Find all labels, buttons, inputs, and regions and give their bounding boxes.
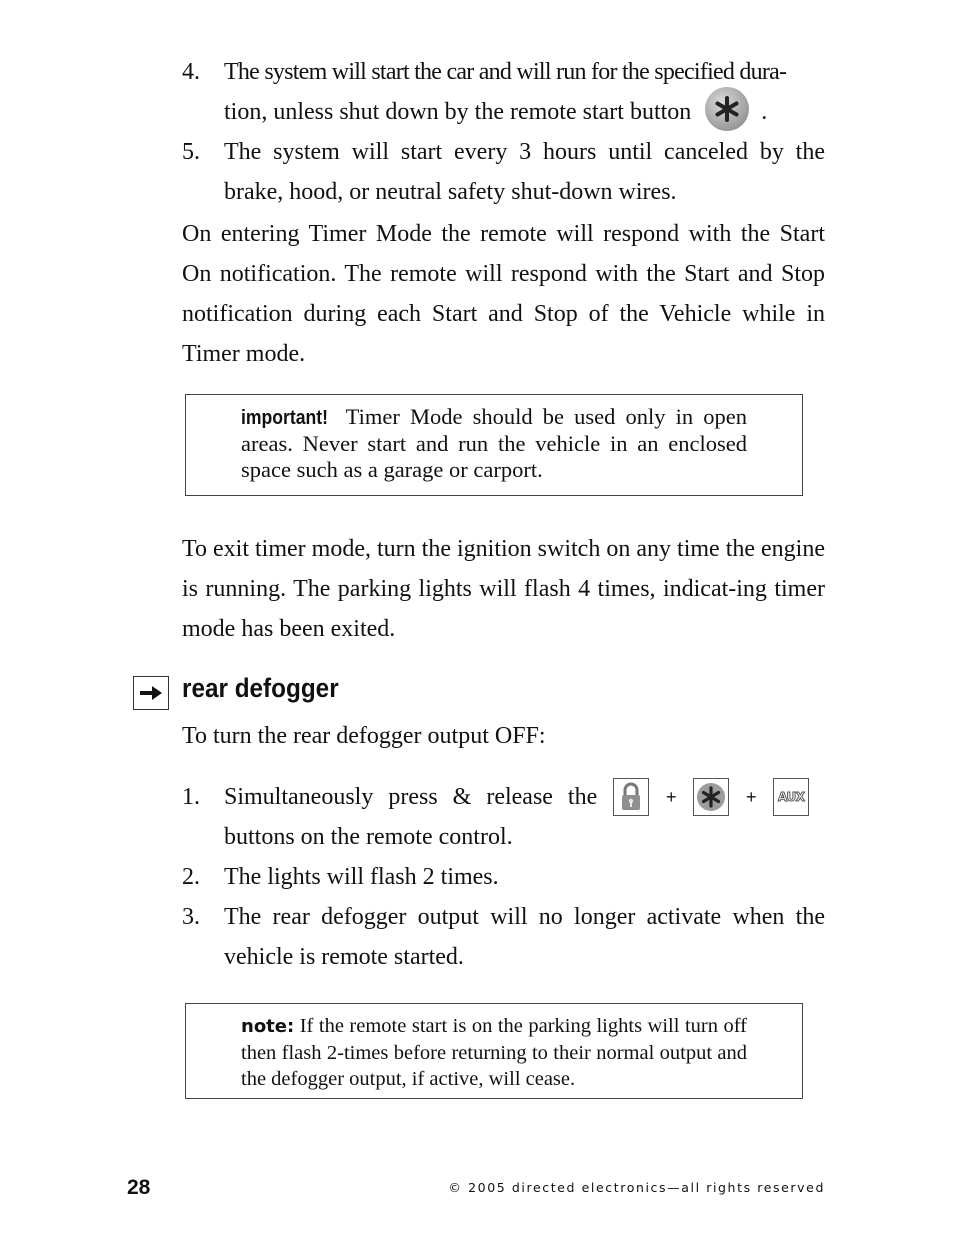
lock-button-icon	[613, 778, 649, 816]
remote-start-button-icon	[705, 87, 749, 131]
note-label: note:	[241, 1016, 295, 1037]
list-number: 5.	[182, 139, 200, 165]
section-intro: To turn the rear defogger output OFF:	[182, 723, 546, 749]
list-item	[182, 857, 825, 897]
note-box	[185, 1003, 803, 1099]
plus-sign: +	[746, 787, 757, 807]
plus-sign: +	[666, 787, 677, 807]
important-label: important!	[241, 407, 329, 429]
list-item	[182, 777, 825, 857]
aux-button-icon	[773, 778, 809, 816]
defogger-steps-list	[182, 777, 825, 977]
step-text: The rear defogger output will no longer activate when the vehicle is remote started.	[224, 904, 825, 970]
important-text: Timer Mode should be used only in open areas. Never start and run the vehicle in an enclosed space such as a garage or carport.	[241, 404, 747, 482]
exit-timer-paragraph: To exit timer mode, turn the ignition switch on any time the engine is running. The parking lights will flash 4 times, indicat-ing timer mode has been exited.	[182, 536, 825, 642]
page-number: 28	[127, 1176, 151, 1199]
list-text-line2: tion, unless shut down by the remote start button	[224, 99, 692, 125]
timer-mode-paragraph: On entering Timer Mode the remote will respond with the Start On notification. The remote will respond with the Start and Stop notification during each Start and Stop of the Vehicle while in Timer mode.	[182, 221, 825, 367]
list-item	[182, 897, 825, 977]
copyright-text: © 2005 directed electronics—all rights reserved	[448, 1180, 825, 1195]
note-text: If the remote start is on the parking lights will turn off then flash 2-times before returning to their normal output and the defogger output, if active, will cease.	[241, 1015, 748, 1090]
step-text: The lights will flash 2 times.	[224, 864, 499, 890]
list-text-period: .	[761, 99, 768, 125]
list-text: The system will start every 3 hours until canceled by the brake, hood, or neutral safety shut-down wires.	[224, 139, 825, 205]
list-item	[182, 132, 825, 212]
aux-button-label: AUX	[778, 790, 805, 804]
top-list	[182, 52, 825, 212]
list-text-line1: The system will start the car and will run for the specified dura-	[224, 59, 787, 85]
list-number: 1.	[182, 784, 200, 810]
list-item	[182, 52, 825, 132]
start-button-icon	[693, 778, 729, 816]
important-box	[185, 394, 803, 496]
list-number: 3.	[182, 904, 200, 930]
list-number: 2.	[182, 864, 200, 890]
section-heading: rear defogger	[182, 673, 339, 703]
section-arrow-icon	[133, 676, 169, 710]
list-number: 4.	[182, 59, 200, 85]
step-text-continued: buttons on the remote control.	[224, 824, 513, 850]
step-text: Simultaneously press & release the	[224, 784, 598, 810]
